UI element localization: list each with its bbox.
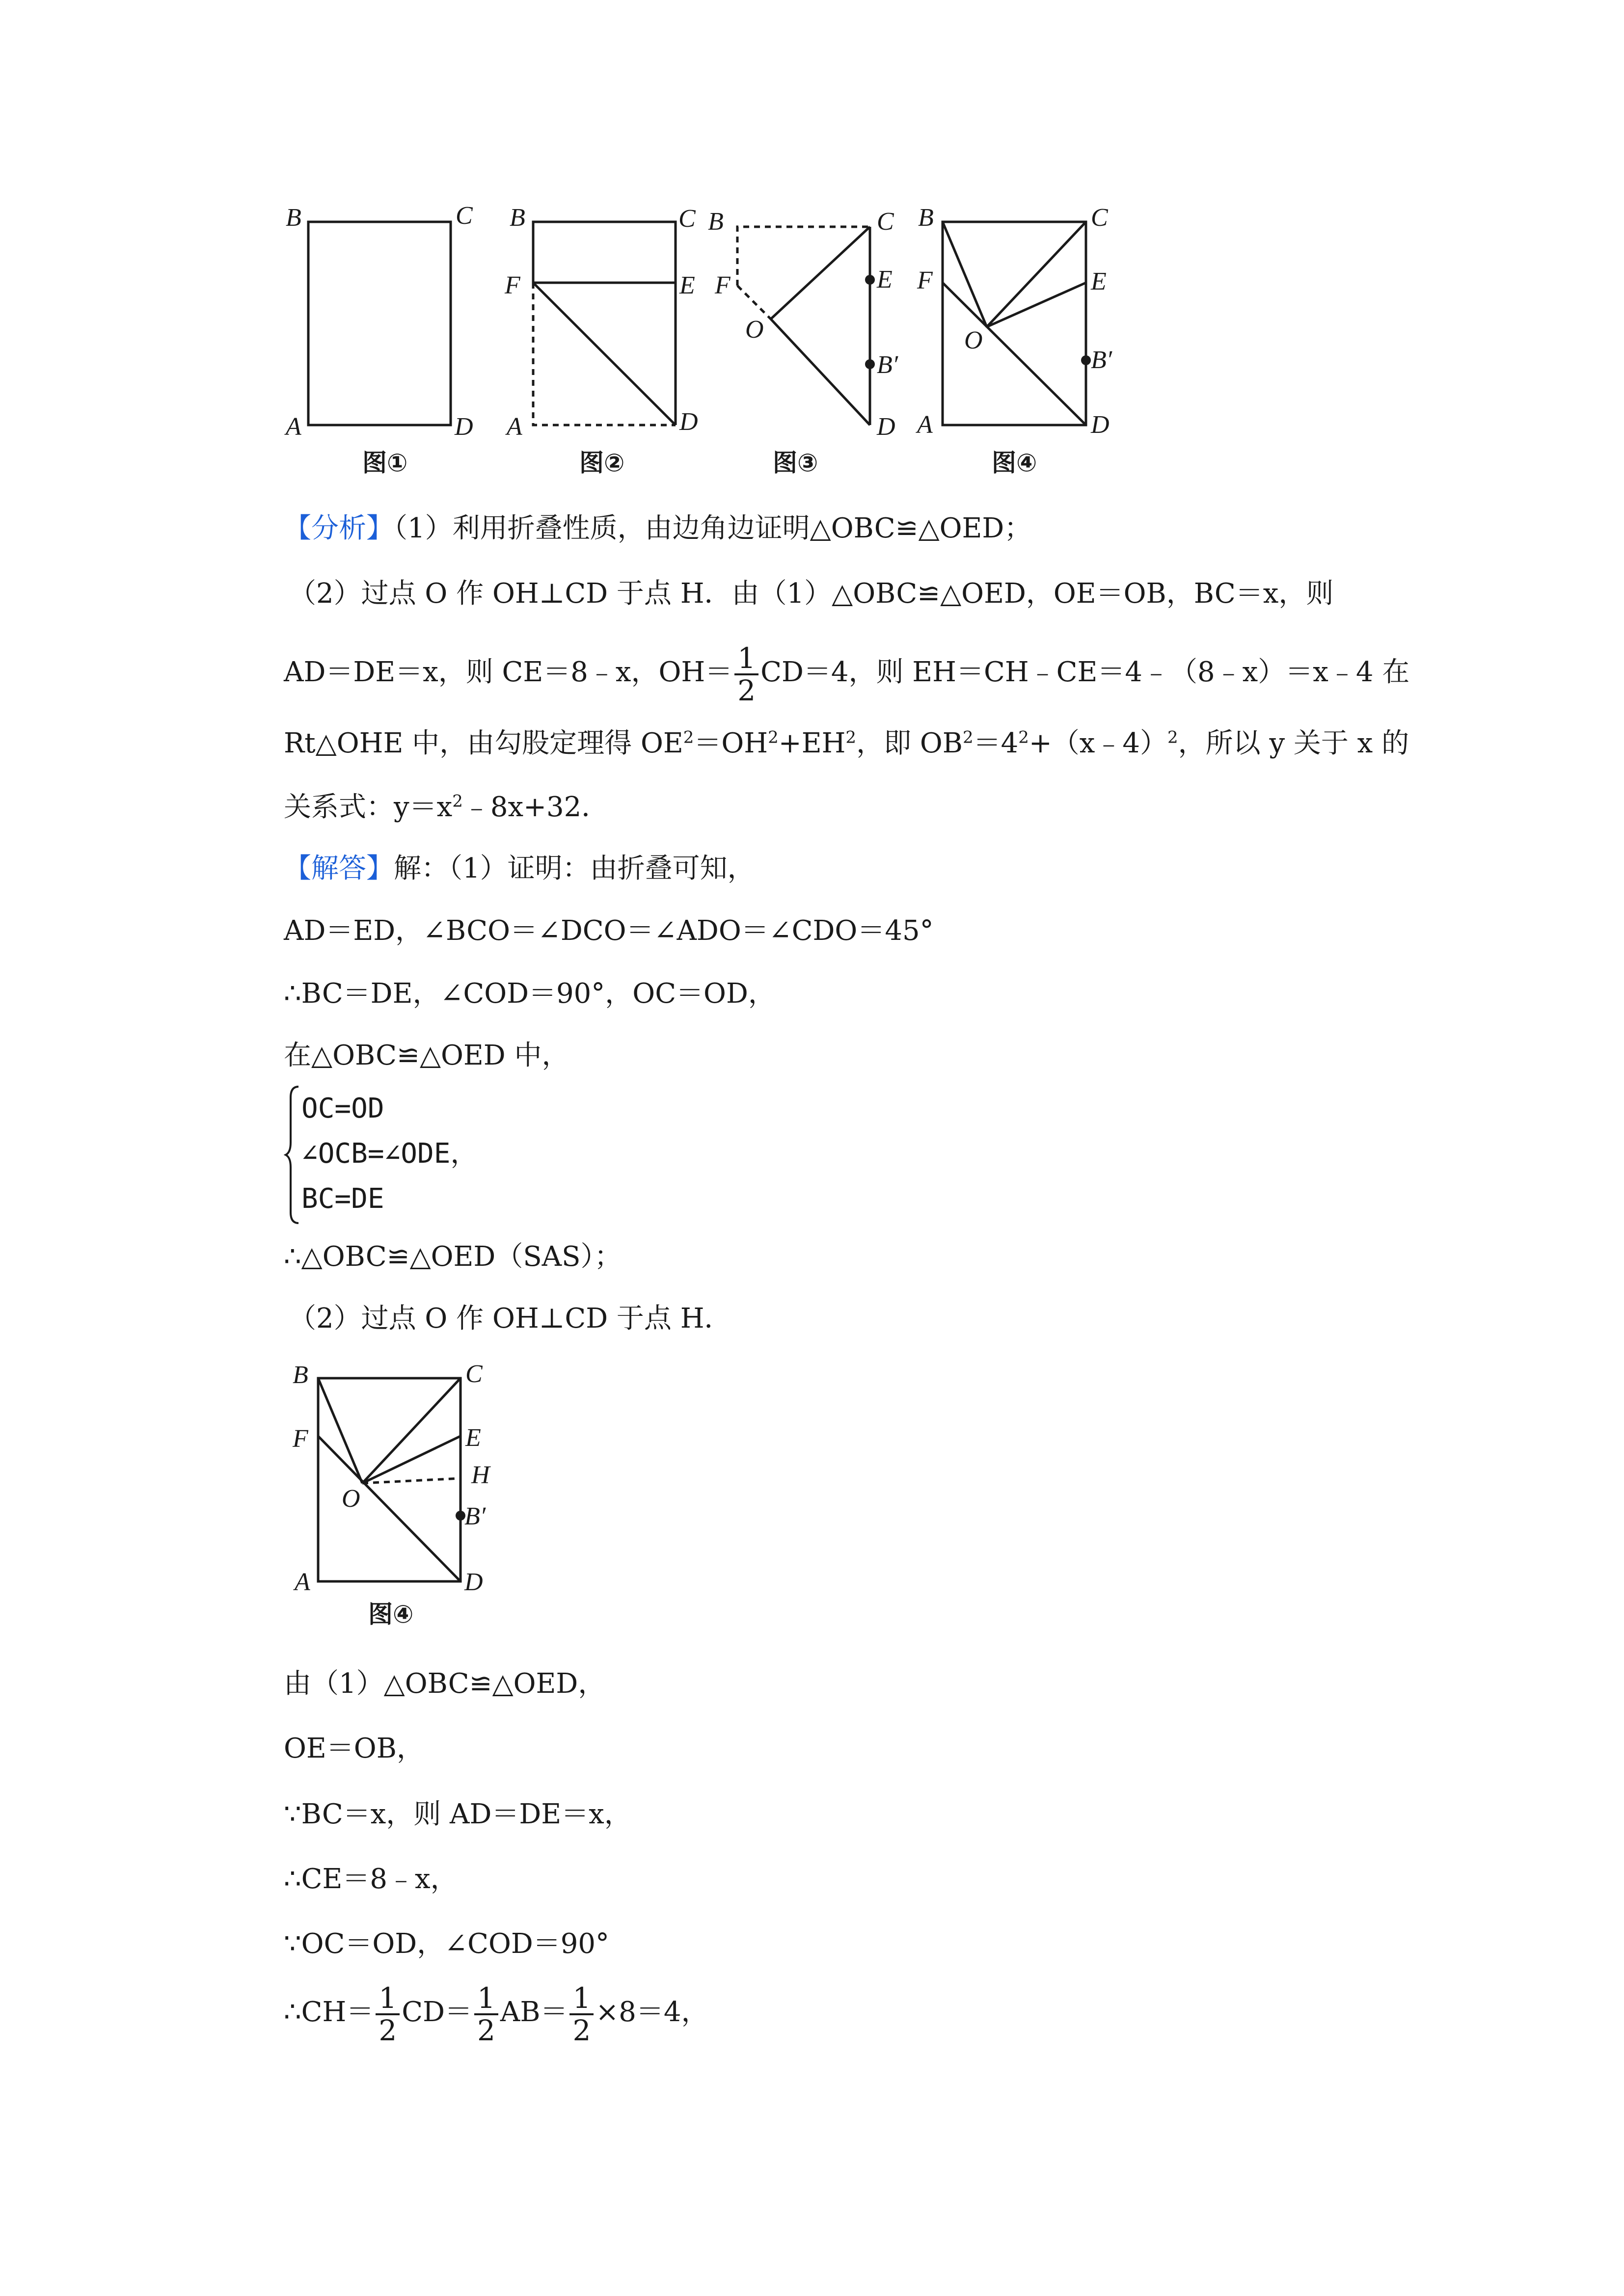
fig3-label-F: F (715, 271, 731, 299)
fig4-label-B-prime: B′ (1091, 346, 1112, 374)
solution-line-4: 在△OBC≌△OED 中， (284, 1040, 569, 1071)
figure-1 (284, 202, 473, 477)
superscript: 2 (452, 791, 463, 811)
fraction-half (569, 1983, 594, 2046)
fig2-label-E: E (679, 271, 695, 299)
fig4-label-E: E (1091, 267, 1107, 295)
system-row-2: ∠OCB=∠ODE， (301, 1138, 478, 1170)
fig3-label-B-prime: B′ (877, 351, 898, 379)
solution-tag: 【解答】 (284, 853, 394, 884)
fraction-denominator: 2 (379, 2013, 397, 2047)
fraction-denominator: 2 (737, 673, 756, 707)
superscript: 2 (1167, 727, 1178, 748)
fig2-label-B: B (510, 204, 525, 232)
solution-line-7: 由（1）△OBC≌△OED， (284, 1668, 606, 1700)
fraction-denominator: 2 (572, 2013, 591, 2047)
solution-line-12 (284, 1978, 709, 2047)
solution-line-5: ∴△OBC≌△OED（SAS）； (284, 1241, 622, 1273)
system-row-3: BC=DE (301, 1183, 384, 1215)
figure-strip-top (275, 191, 1159, 496)
equation-system (284, 1084, 578, 1226)
solution-text-12d: ×8＝4， (595, 1996, 709, 2028)
analysis-text-4d: ，即 OB (856, 727, 963, 759)
fig1-caption: 图① (362, 449, 408, 477)
analysis-text-1: （1）利用折叠性质，由边角边证明△OBC≌△OED； (394, 512, 1032, 544)
analysis-tag: 【分析】 (284, 512, 394, 544)
fig5-label-E: E (465, 1424, 481, 1452)
fig1-label-A: A (286, 413, 301, 441)
fraction-numerator: 1 (376, 1983, 400, 2015)
analysis-line-4 (284, 726, 1409, 761)
figure-3 (708, 208, 899, 477)
superscript: 2 (768, 727, 779, 748)
superscript: 2 (683, 727, 694, 748)
fraction-numerator: 1 (474, 1983, 498, 2015)
fig3-label-B: B (708, 208, 724, 236)
solution-line-6: （2）过点 O 作 OH⊥CD 于点 H． (289, 1303, 732, 1335)
analysis-line-5 (284, 790, 609, 825)
fraction-numerator: 1 (569, 1983, 594, 2015)
fig4-label-B: B (918, 204, 934, 232)
fraction-half (376, 1983, 400, 2046)
analysis-line-2: （2）过点 O 作 OH⊥CD 于点 H．由（1）△OBC≌△OED，OE＝OB，BC＝x，则 (289, 578, 1334, 610)
fig5-label-D: D (464, 1568, 483, 1596)
fig4-label-A: A (917, 411, 933, 439)
fig5-label-H: H (471, 1461, 490, 1489)
fig3-caption: 图③ (773, 449, 818, 477)
fraction-numerator: 1 (734, 643, 758, 675)
analysis-text-5a: 关系式：y＝x (284, 791, 453, 823)
superscript: 2 (845, 727, 857, 748)
fig2-label-F: F (505, 271, 520, 299)
fraction-denominator: 2 (477, 2013, 495, 2047)
fig3-label-D: D (877, 413, 895, 441)
fig5-label-B-prime: B′ (464, 1502, 486, 1530)
fig4-label-C: C (1091, 204, 1108, 232)
solution-text-1: 解：（1）证明：由折叠可知， (394, 853, 755, 884)
fig5-label-C: C (465, 1360, 483, 1388)
fig1-label-C: C (456, 202, 473, 230)
fig5-caption: 图④ (368, 1600, 414, 1629)
analysis-text-4g: ，所以 y 关于 x 的 (1178, 727, 1409, 759)
analysis-text-5b: ﹣8x+32． (462, 791, 609, 823)
fig4-label-D: D (1091, 411, 1110, 439)
fig2-label-A: A (507, 413, 522, 441)
fig5-label-F: F (293, 1425, 308, 1453)
fig1-label-B: B (286, 204, 301, 232)
fig3-label-E: E (877, 266, 893, 294)
analysis-text-4f: +（x﹣4） (1029, 727, 1167, 759)
solution-line-9: ∵BC＝x，则 AD＝DE＝x， (284, 1798, 632, 1830)
solution-line-10: ∴CE＝8﹣x， (284, 1863, 458, 1895)
analysis-text-3b: CD＝4，则 EH＝CH﹣CE＝4﹣（8﹣x）＝x﹣4 在 (760, 656, 1410, 688)
solution-line-1 (284, 852, 755, 886)
superscript: 2 (1018, 727, 1029, 748)
solution-text-12c: AB＝ (500, 1996, 568, 2028)
fig4-label-F: F (917, 267, 933, 294)
figure-5 (285, 1355, 520, 1629)
figure-2 (504, 204, 698, 477)
fig5-label-A: A (295, 1568, 310, 1596)
analysis-text-4a: Rt△OHE 中，由勾股定理得 OE (284, 727, 683, 759)
solution-line-8: OE＝OB， (284, 1733, 424, 1764)
analysis-line-3 (284, 638, 1409, 707)
solution-text-12a: ∴CH＝ (284, 1996, 374, 2028)
figure-4 (916, 204, 1113, 477)
fig2-label-D: D (679, 408, 698, 436)
fraction-half (734, 643, 758, 706)
fig1-label-D: D (455, 413, 473, 441)
fig3-label-O: O (745, 316, 764, 344)
brace-icon (284, 1084, 300, 1226)
fig5-label-O: O (342, 1485, 360, 1513)
superscript: 2 (962, 727, 974, 748)
fig4-caption: 图④ (992, 449, 1037, 477)
analysis-line-1 (284, 511, 1031, 546)
solution-line-11: ∵OC＝OD，∠COD＝90° (284, 1928, 610, 1960)
fig5-label-B: B (293, 1361, 308, 1389)
fig1-rectangle (308, 222, 451, 425)
analysis-text-4c: +EH (778, 727, 846, 759)
analysis-text-4b: ＝OH (694, 727, 768, 759)
solution-text-12b: CD＝ (402, 1996, 472, 2028)
fraction-half (474, 1983, 498, 2046)
system-row-1: OC=OD (301, 1093, 384, 1124)
fig2-caption: 图② (579, 449, 625, 477)
fig2-label-C: C (678, 205, 696, 233)
solution-line-2: AD＝ED，∠BCO＝∠DCO＝∠ADO＝∠CDO＝45° (284, 915, 934, 947)
analysis-text-3a: AD＝DE＝x，则 CE＝8﹣x，OH＝ (284, 656, 733, 688)
fig4-label-O: O (964, 326, 983, 354)
analysis-text-4e: ＝4 (973, 727, 1019, 759)
solution-line-3: ∴BC＝DE，∠COD＝90°，OC＝OD， (284, 978, 776, 1010)
fig3-label-C: C (877, 208, 894, 236)
